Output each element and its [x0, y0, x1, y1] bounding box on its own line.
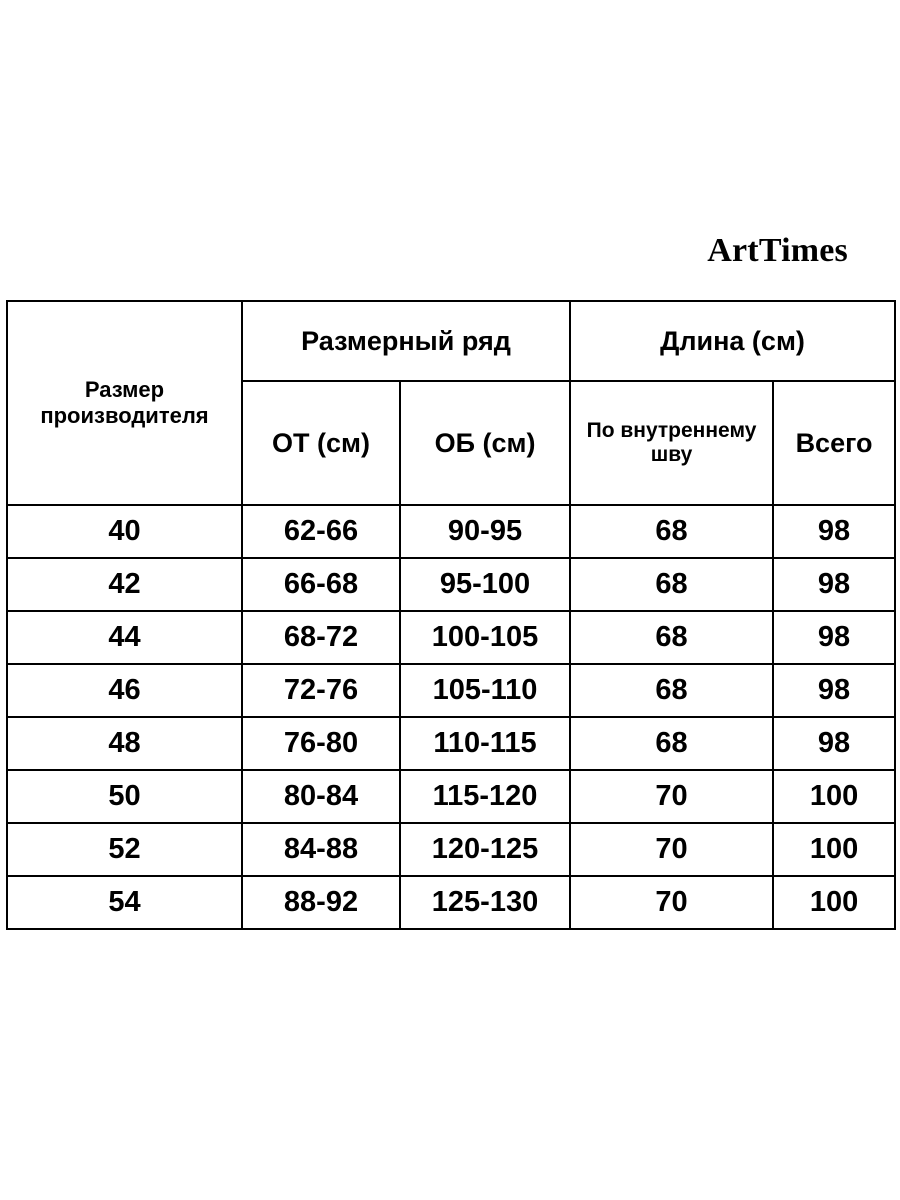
header-size-manufacturer: Размер производителя — [7, 301, 242, 505]
cell-ob: 105-110 — [400, 664, 570, 717]
cell-total: 98 — [773, 717, 895, 770]
cell-size: 42 — [7, 558, 242, 611]
cell-ob: 125-130 — [400, 876, 570, 929]
table-row — [7, 823, 895, 876]
cell-total: 98 — [773, 505, 895, 558]
cell-total: 100 — [773, 770, 895, 823]
cell-inseam: 68 — [570, 505, 773, 558]
size-chart-table — [6, 300, 896, 930]
cell-total: 98 — [773, 611, 895, 664]
cell-ob: 115-120 — [400, 770, 570, 823]
cell-ot: 62-66 — [242, 505, 400, 558]
cell-ot: 72-76 — [242, 664, 400, 717]
header-total: Всего — [773, 381, 895, 505]
cell-ot: 66-68 — [242, 558, 400, 611]
cell-ot: 88-92 — [242, 876, 400, 929]
cell-size: 44 — [7, 611, 242, 664]
table-header — [7, 301, 895, 505]
cell-inseam: 68 — [570, 717, 773, 770]
header-ot: ОТ (см) — [242, 381, 400, 505]
table-body — [7, 505, 895, 929]
header-group-length: Длина (см) — [570, 301, 895, 381]
header-inseam: По внутреннему шву — [570, 381, 773, 505]
table-row — [7, 558, 895, 611]
header-ob: ОБ (см) — [400, 381, 570, 505]
cell-inseam: 68 — [570, 611, 773, 664]
cell-inseam: 68 — [570, 664, 773, 717]
cell-ob: 90-95 — [400, 505, 570, 558]
table-row — [7, 717, 895, 770]
table-header-row-groups — [7, 301, 895, 381]
cell-ob: 110-115 — [400, 717, 570, 770]
table-row — [7, 770, 895, 823]
table-row — [7, 505, 895, 558]
cell-size: 52 — [7, 823, 242, 876]
cell-ot: 76-80 — [242, 717, 400, 770]
cell-ot: 80-84 — [242, 770, 400, 823]
cell-inseam: 70 — [570, 823, 773, 876]
cell-ob: 120-125 — [400, 823, 570, 876]
cell-total: 100 — [773, 823, 895, 876]
cell-total: 98 — [773, 558, 895, 611]
cell-size: 48 — [7, 717, 242, 770]
cell-inseam: 68 — [570, 558, 773, 611]
table-row — [7, 664, 895, 717]
cell-ot: 84-88 — [242, 823, 400, 876]
cell-total: 98 — [773, 664, 895, 717]
cell-ob: 100-105 — [400, 611, 570, 664]
cell-size: 50 — [7, 770, 242, 823]
cell-size: 54 — [7, 876, 242, 929]
cell-size: 40 — [7, 505, 242, 558]
cell-inseam: 70 — [570, 876, 773, 929]
table-row — [7, 876, 895, 929]
brand-title: ArtTimes — [707, 232, 848, 269]
cell-ob: 95-100 — [400, 558, 570, 611]
cell-inseam: 70 — [570, 770, 773, 823]
table-row — [7, 611, 895, 664]
cell-ot: 68-72 — [242, 611, 400, 664]
cell-size: 46 — [7, 664, 242, 717]
cell-total: 100 — [773, 876, 895, 929]
header-group-size-row: Размерный ряд — [242, 301, 570, 381]
